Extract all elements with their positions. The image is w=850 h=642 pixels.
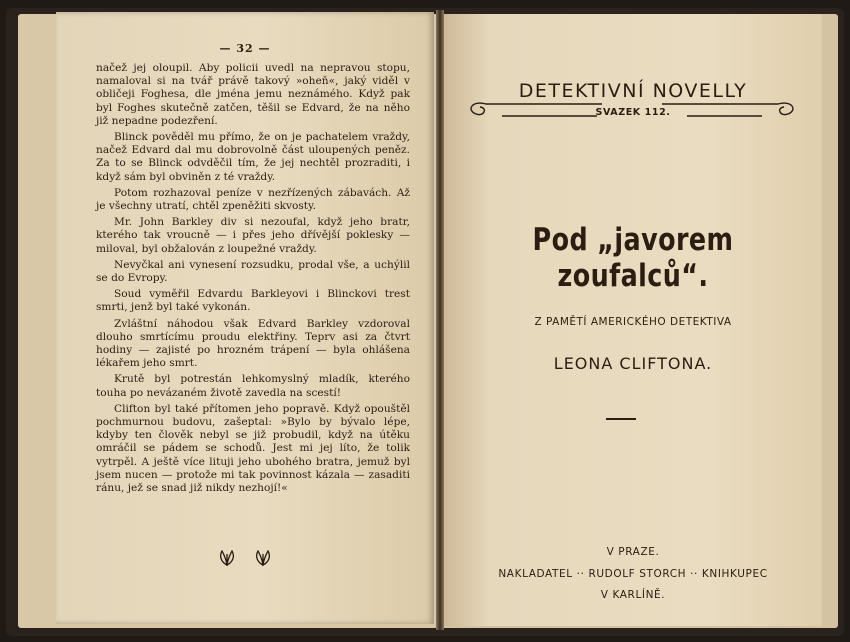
author-name: LEONA CLIFTONA. [553,354,713,373]
divider [606,418,636,420]
body-text [96,62,410,498]
title-page [444,14,822,626]
paragraph: Nevyčkal ani vynesení rozsudku, prodal vše, a uchýlil se do Evropy. [96,258,410,285]
paragraph: Mr. John Barkley div si nezoufal, když jeho bratr, kterého tak vroucně — i přes jeho dřívější poklesky — miloval, byl obžalován z loupežné vraždy. [96,216,410,255]
leaf-ornament-icon [254,550,272,566]
paragraph: Soud vyměřil Edvardu Barkleyovi i Blinckovi trest smrti, jenž byl také vykonán. [96,288,410,314]
subtitle: Z PAMĚTÍ AMERICKÉHO DETEKTIVA [534,316,732,328]
series-title: DETEKTIVNÍ NOVELLY [518,80,748,102]
book-gutter [436,10,444,630]
imprint-city: V PRAZE. [606,546,660,558]
paragraph: Krutě byl potrestán lehkomyslný mladík, kterého touha po nevázaném životě zavedla na scestí! [96,373,410,399]
leaf-ornament-icon [218,550,236,566]
volume-number: SVAZEK 112. [595,107,671,118]
left-page [56,12,434,624]
paragraph: načež jej oloupil. Aby policii uvedl na nepravou stopu, namaloval si na tvář právě takový »oheň«, jaký viděl v obličeji Foghesa, dle jména jemu neznámého. Když pak byl Foghes skutečně zatčen, těšil se Edvard, že na něho již nepadne podezření. [96,62,410,127]
book-title: Pod „javorem zoufalců“. [532,222,734,294]
imprint-publisher: NAKLADATEL ·· RUDOLF STORCH ·· KNIHKUPEC [498,568,768,580]
end-ornament [56,550,434,570]
imprint-district: V KARLÍNĚ. [600,589,666,601]
paragraph: Potom rozhazoval peníze v nezřízených zábavách. Až je všechny utratí, chtěl zpeněžiti skvosty. [96,186,410,213]
paragraph: Zvláštní náhodou však Edvard Barkley vzdoroval dlouho smrtícímu proudu elektřiny. Teprv asi za čtvrt hodiny — zajisté po hrozném trápení — byla ohlášena lékařem jeho smrt. [96,317,410,370]
paragraph: Blinck pověděl mu přímo, že on je pachatelem vraždy, načež Edvard dal mu dobrovolně část uloupených peněz. Za to se Blinck odvděčil tím, že jej nechtěl prozraditi, i když sám byl obviněn z té vraždy. [96,131,410,183]
page-number: — 32 — [219,42,271,55]
paragraph: Clifton byl také přítomen jeho popravě. Když opouštěl pochmurnou budovu, zašeptal: »Bylo by bývalo lépe, kdyby ten člověk nebyl se již probudil, když na útěku omráčil se pádem se schodů. Jest mi jej líto, že tolik vytrpěl. A ještě více lituji jeho ubohého bratra, jemuž byl jsem nucen — protože mi tak povinnost kázala — zasaditi ránu, jež se snad již nikdy nezhojí!« [96,402,410,495]
